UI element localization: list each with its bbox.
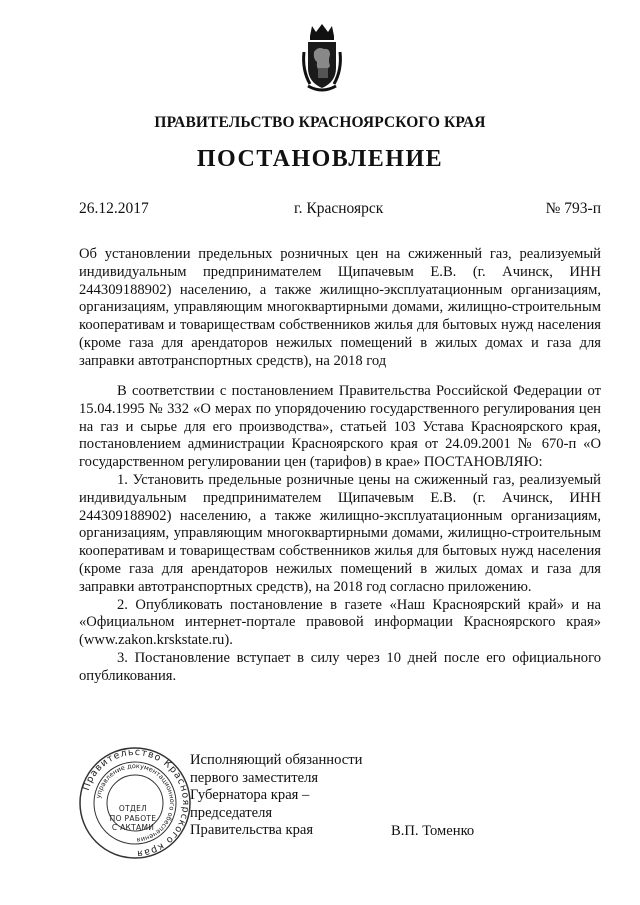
document-subject: Об установлении предельных розничных цен на сжиженный газ, реализуемый индивидуальным предпринимателем Щипачевым Е.В. (г. Ачинск, ИНН 244309188902) населению, а также жилищно-эксплуатационным организациям, организациям, управляющим многоквартирными домами, жилищно-строительным кооперативам и товариществам собственников жилья для бытовых нужд населения (кроме газа для арендаторов нежилых помещений в жилых домах и газа для заправки автотранспортных средств), на 2018 год (79, 246, 601, 369)
document-type: ПОСТАНОВЛЕНИЕ (196, 146, 444, 172)
signature-line-2: первого заместителя (190, 769, 319, 786)
signature-line-4: председателя (190, 804, 273, 821)
stamp-center-text: ОТДЕЛ ПО РАБОТЕ С АКТАМИ (109, 804, 157, 832)
body-item-3: 3. Постановление вступает в силу через 10 дней после его официального опубликования. (79, 649, 601, 684)
signer-name: В.П. Томенко (391, 823, 475, 839)
coat-of-arms-icon (300, 22, 344, 94)
document-number: № 793-п (545, 200, 601, 217)
body-preamble: В соответствии с постановлением Правительства Российской Федерации от 15.04.1995 № 332 «О мерах по упорядочению государственного регулирования цен на газ и сырье для его производства», статьей 103 Устава Красноярского края, постановлением администрации Красноярского края от 24.09.2001 № 670-п «О государственном регулировании цен (тарифов) в крае» ПОСТАНОВЛЯЮ: (79, 383, 601, 471)
document-body (79, 383, 601, 686)
signature-line-3: Губернатора края – (190, 787, 310, 804)
document-city: г. Красноярск (294, 200, 384, 217)
body-item-1: 1. Установить предельные розничные цены на сжиженный газ, реализуемый индивидуальным предпринимателем Щипачевым Е.В. (г. Ачинск, ИНН 244309188902) населению, а также жилищно-эксплуатационным организациям, организациям, управляющим многоквартирными домами, жилищно-строительным кооперативам и товариществам собственников жилья для бытовых нужд населения (кроме газа для арендаторов нежилых помещений в жилых домах и газа для заправки автотранспортных средств), на 2018 год согласно приложению. (79, 471, 601, 595)
stamp-outer-text: Правительство Красноярского края (80, 746, 192, 860)
signature-line-5: Правительства края (190, 822, 314, 839)
stamp-middle-text: управление документационного обеспечения (94, 761, 177, 844)
signature-line-1: Исполняющий обязанности (190, 752, 363, 768)
official-stamp (78, 746, 192, 860)
document-date: 26.12.2017 (79, 200, 149, 217)
signature-block (190, 752, 362, 840)
organization-title: ПРАВИТЕЛЬСТВО КРАСНОЯРСКОГО КРАЯ (154, 114, 486, 131)
body-item-2: 2. Опубликовать постановление в газете «Наш Красноярский край» и на «Официальном интернет-портале правовой информации Красноярского края» (www.zakon.krskstate.ru). (79, 596, 601, 649)
